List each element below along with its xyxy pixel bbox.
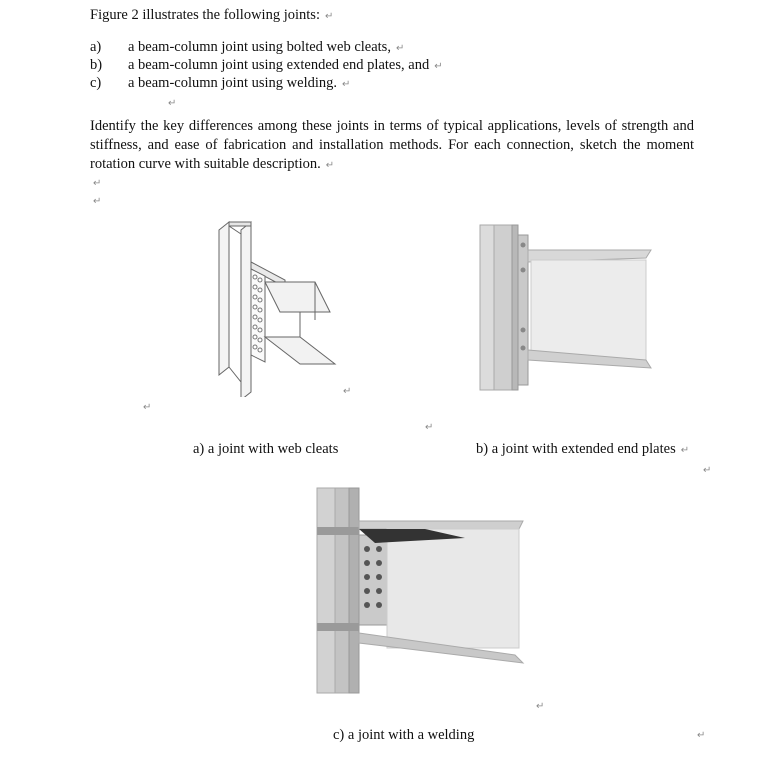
figure-caption	[333, 727, 474, 744]
list-marker: b)	[90, 57, 103, 73]
figure-caption	[476, 441, 689, 458]
return-mark: ↵	[395, 43, 405, 54]
return-mark: ↵	[325, 160, 335, 171]
question-paragraph	[90, 117, 694, 175]
list-marker: a)	[90, 39, 102, 55]
return-mark: ↵	[425, 422, 434, 433]
web-cleat-joint-figure	[205, 212, 355, 397]
return-mark: ↵	[324, 11, 334, 22]
list-item-text: a beam-column joint using welding.	[128, 75, 338, 91]
return-mark: ↵	[697, 730, 706, 741]
list-item-text: a beam-column joint using bolted web cleats,	[128, 39, 391, 55]
intro-line	[90, 7, 333, 24]
list-item-text: a beam-column joint using extended end plates, and	[128, 57, 430, 73]
return-mark: ↵	[680, 445, 690, 456]
return-mark: ↵	[93, 178, 102, 189]
return-mark: ↵	[168, 98, 177, 109]
caption-a: a) a joint with web cleats	[193, 441, 339, 457]
figure-caption	[193, 441, 338, 458]
caption-b: b) a joint with extended end plates	[476, 441, 676, 457]
list-marker: c)	[90, 75, 102, 91]
return-mark: ↵	[93, 196, 102, 207]
question-text: Identify the key differences among these joints in terms of typical applications, levels of strength and stiffness, and ease of fabrication and installation methods. For each connection, sketch the moment rotation curve with suitable description.	[90, 118, 694, 172]
caption-c: c) a joint with a welding	[333, 727, 475, 743]
return-mark: ↵	[342, 79, 351, 90]
return-mark: ↵	[143, 402, 152, 413]
return-mark: ↵	[703, 465, 712, 476]
return-mark: ↵	[536, 701, 545, 712]
return-mark: ↵	[434, 61, 443, 72]
return-mark: ↵	[343, 386, 352, 397]
intro-text: Figure 2 illustrates the following joints:	[90, 7, 320, 23]
welded-joint-figure	[305, 483, 530, 698]
end-plate-joint-figure	[476, 220, 661, 395]
